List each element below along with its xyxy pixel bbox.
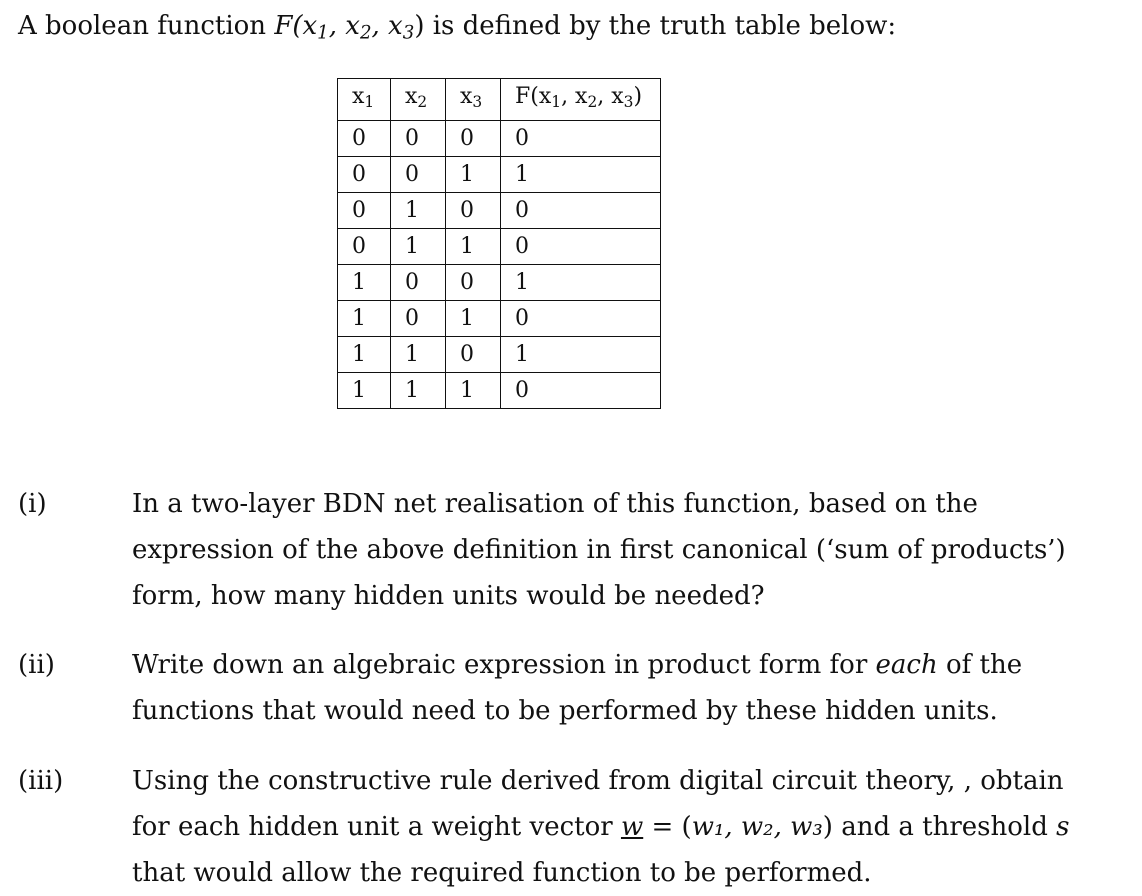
table-row <box>338 372 661 408</box>
cell-x3: 1 <box>446 300 501 336</box>
question-number: (iii) <box>18 766 64 796</box>
cell-x2: 0 <box>391 300 446 336</box>
cell-x2: 1 <box>391 336 446 372</box>
header-x3: x3 <box>446 79 501 121</box>
cell-f: 0 <box>501 228 661 264</box>
question-number: (i) <box>18 489 47 519</box>
question-text: In a two-layer BDN net realisation of this function, based on the expression of the above definition in first canonical (‘sum of products’) form, how many hidden units would be needed? <box>132 489 1066 611</box>
cell-f: 1 <box>501 336 661 372</box>
question-number: (ii) <box>18 650 55 680</box>
cell-x3: 1 <box>446 156 501 192</box>
cell-x2: 0 <box>391 264 446 300</box>
cell-x2: 0 <box>391 120 446 156</box>
table-row <box>338 228 661 264</box>
cell-x1: 0 <box>338 192 391 228</box>
question-text: Using the constructive rule derived from digital circuit theory, , obtain for each hidden unit a weight vector w = (w₁, w₂, w₃) and a threshold s that would allow the required function to be performed. <box>132 766 1070 888</box>
cell-x3: 0 <box>446 120 501 156</box>
function-name: $F(x_1$, $x_2$, $x_3$ <box>274 11 415 44</box>
table-row <box>338 192 661 228</box>
cell-x1: 0 <box>338 228 391 264</box>
header-f: F(x1, x2, x3) <box>501 79 661 121</box>
cell-f: 0 <box>501 372 661 408</box>
header-x2: x2 <box>391 79 446 121</box>
cell-x3: 0 <box>446 336 501 372</box>
cell-x3: 0 <box>446 264 501 300</box>
cell-f: 1 <box>501 156 661 192</box>
cell-f: 0 <box>501 120 661 156</box>
threshold-symbol: s <box>1056 812 1070 842</box>
weight-components: w₁, w₂, w₃ <box>691 812 823 842</box>
emphasis-each: each <box>875 650 938 680</box>
cell-x3: 1 <box>446 372 501 408</box>
cell-x3: 1 <box>446 228 501 264</box>
cell-x2: 0 <box>391 156 446 192</box>
table-row <box>338 300 661 336</box>
cell-f: 0 <box>501 300 661 336</box>
cell-x1: 1 <box>338 336 391 372</box>
table-row <box>338 264 661 300</box>
weight-vector-symbol: w <box>620 812 644 842</box>
truth-table <box>337 78 661 409</box>
cell-x1: 1 <box>338 300 391 336</box>
cell-x2: 1 <box>391 228 446 264</box>
question-text: Write down an algebraic expression in product form for each of the functions that would need to be performed by these hidden units. <box>132 650 1023 726</box>
cell-x1: 1 <box>338 372 391 408</box>
cell-f: 0 <box>501 192 661 228</box>
truth-table-header-row <box>338 79 661 121</box>
cell-x2: 1 <box>391 372 446 408</box>
cell-x1: 0 <box>338 156 391 192</box>
cell-x1: 1 <box>338 264 391 300</box>
intro-statement: A boolean function $F(x_1$, $x_2$, $x_3$) is defined by the truth table below: <box>18 11 897 44</box>
cell-x1: 0 <box>338 120 391 156</box>
table-row <box>338 120 661 156</box>
table-row <box>338 336 661 372</box>
cell-x3: 0 <box>446 192 501 228</box>
cell-x2: 1 <box>391 192 446 228</box>
header-x1: x1 <box>338 79 391 121</box>
cell-f: 1 <box>501 264 661 300</box>
table-row <box>338 156 661 192</box>
